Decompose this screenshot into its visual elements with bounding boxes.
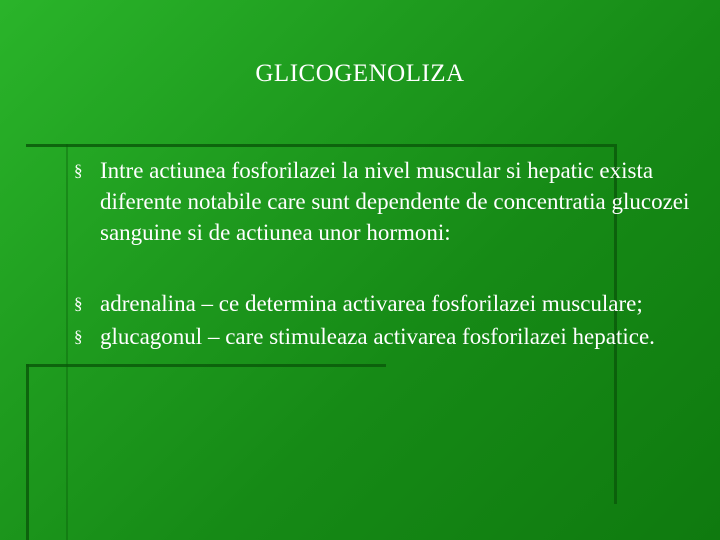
bullet-marker-icon: § [74, 327, 83, 346]
slide-title: GLICOGENOLIZA [255, 60, 465, 87]
decorative-line [66, 144, 68, 540]
bullet-marker-icon: § [74, 161, 83, 180]
bullet-item [74, 321, 694, 352]
bullet-text: Intre actiunea fosforilazei la nivel muscular si hepatic exista diferente notabile care sunt dependente de concentratia glucozei sanguine si de actiunea unor hormoni: [100, 158, 690, 245]
decorative-line [26, 364, 29, 540]
decorative-line [26, 144, 614, 147]
slide-content [74, 155, 694, 352]
bullet-item [74, 155, 694, 248]
bullet-text: glucagonul – care stimuleaza activarea fosforilazei hepatice. [100, 324, 655, 349]
bullet-item [74, 288, 694, 319]
decorative-line [26, 364, 386, 367]
bullet-text: adrenalina – ce determina activarea fosforilazei musculare; [100, 291, 643, 316]
bullet-marker-icon: § [74, 294, 83, 313]
